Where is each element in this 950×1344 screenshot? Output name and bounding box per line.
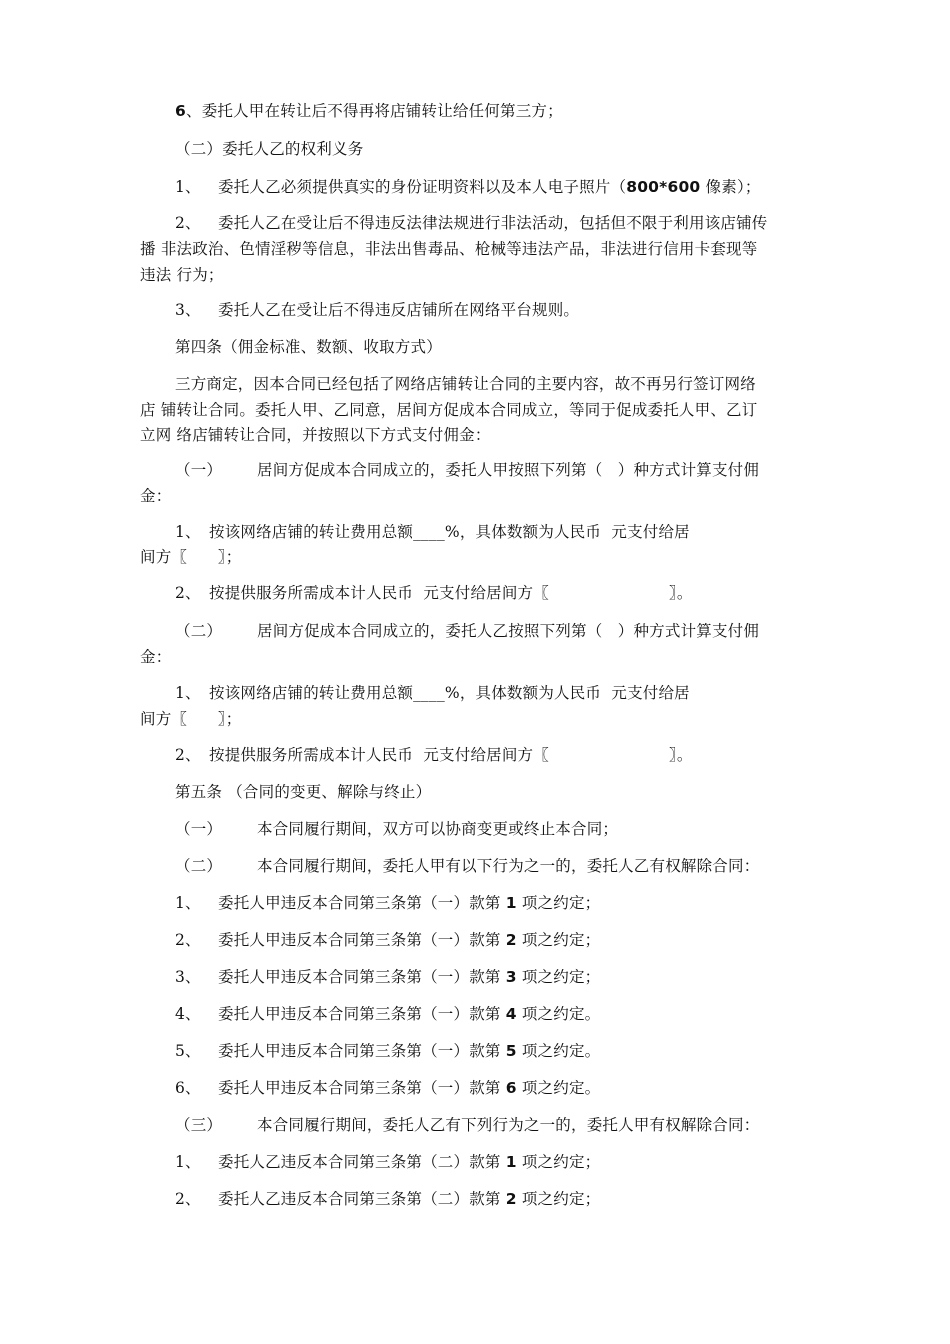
clause-a6 bbox=[175, 101, 563, 121]
clause-number: 3 bbox=[505, 968, 517, 986]
item-number: 2、 bbox=[175, 746, 201, 764]
option-1-line1 bbox=[175, 522, 690, 542]
clause-b2-line1 bbox=[175, 213, 768, 233]
clause-text-end: 项之约定； bbox=[516, 1190, 601, 1208]
clause-text-end: 项之约定； bbox=[516, 1153, 601, 1171]
item-number: 1、 bbox=[175, 178, 201, 196]
item-number: 1、 bbox=[175, 684, 201, 702]
clause-b2-line2: 播 非法政治、色情淫秽等信息，非法出售毒品、枪械等违法产品，非法进行信用卡套现等 bbox=[140, 240, 758, 258]
clause-b1 bbox=[175, 177, 761, 197]
breach-item-a6 bbox=[175, 1078, 600, 1098]
clause-text: 委托人乙在受让后不得违反法律法规进行非法活动，包括但不限于利用该店铺传 bbox=[218, 214, 768, 232]
article-4-item-1-line2: 金： bbox=[140, 487, 172, 505]
item-number: 2、 bbox=[175, 931, 201, 949]
article-4-para-line2: 店 铺转让合同。委托人甲、乙同意，居间方促成本合同成立，等同于促成委托人甲、乙订 bbox=[140, 401, 758, 419]
option-3-line1 bbox=[175, 683, 690, 703]
clause-text: 按该网络店铺的转让费用总额____%，具体数额为人民币 元支付给居 bbox=[209, 523, 690, 541]
clause-text: 本合同履行期间，委托人乙有下列行为之一的，委托人甲有权解除合同： bbox=[257, 1116, 760, 1134]
clause-text-end: 项之约定。 bbox=[516, 1079, 601, 1097]
article-5-heading: 第五条 （合同的变更、解除与终止） bbox=[175, 783, 432, 801]
article-4-item-1-line1 bbox=[175, 460, 759, 480]
clause-text: 按该网络店铺的转让费用总额____%，具体数额为人民币 元支付给居 bbox=[209, 684, 690, 702]
clause-text: 委托人乙违反本合同第三条第（二）款第 bbox=[218, 1153, 506, 1171]
clause-number: 1 bbox=[505, 894, 517, 912]
article-4-item-2-line1 bbox=[175, 621, 759, 641]
clause-text: 按提供服务所需成本计人民币 元支付给居间方〖 bbox=[209, 746, 549, 764]
item-number: 6、 bbox=[175, 1079, 201, 1097]
clause-text: 委托人甲违反本合同第三条第（一）款第 bbox=[218, 1005, 506, 1023]
article-5-item-1 bbox=[175, 819, 618, 839]
clause-number: 4 bbox=[505, 1005, 517, 1023]
clause-text: 委托人甲违反本合同第三条第（一）款第 bbox=[218, 1079, 506, 1097]
item-number: 2、 bbox=[175, 1190, 201, 1208]
option-1-line2: 间方〖 〗； bbox=[140, 548, 242, 566]
clause-b3 bbox=[175, 300, 579, 320]
option-3-line2: 间方〖 〗； bbox=[140, 710, 242, 728]
clause-number: 2 bbox=[505, 931, 517, 949]
clause-text: 委托人乙在受让后不得违反店铺所在网络平台规则。 bbox=[218, 301, 580, 319]
option-4 bbox=[175, 745, 693, 765]
clause-text-end: 项之约定。 bbox=[516, 1042, 601, 1060]
clause-text-end: 项之约定； bbox=[516, 894, 601, 912]
breach-item-a3 bbox=[175, 967, 600, 987]
clause-text-end: 像素）； bbox=[700, 178, 761, 196]
clause-number: 1 bbox=[505, 1153, 517, 1171]
item-number: （一） bbox=[175, 461, 223, 479]
clause-b2-line3: 违法 行为； bbox=[140, 266, 224, 284]
clause-text-end: 项之约定； bbox=[516, 968, 601, 986]
item-number: 1、 bbox=[175, 894, 201, 912]
item-number: 4、 bbox=[175, 1005, 201, 1023]
article-4-para-line1: 三方商定，因本合同已经包括了网络店铺转让合同的主要内容，故不再另行签订网络 bbox=[175, 375, 756, 393]
breach-item-b1 bbox=[175, 1152, 600, 1172]
item-number: 3、 bbox=[175, 968, 201, 986]
clause-text: 委托人乙违反本合同第三条第（二）款第 bbox=[218, 1190, 506, 1208]
item-number: 6 bbox=[175, 102, 186, 120]
clause-text: 、委托人甲在转让后不得再将店铺转让给任何第三方； bbox=[186, 102, 563, 120]
clause-text: 居间方促成本合同成立的，委托人甲按照下列第（ ）种方式计算支付佣 bbox=[257, 461, 760, 479]
breach-item-a1 bbox=[175, 893, 600, 913]
option-2 bbox=[175, 583, 693, 603]
breach-item-a5 bbox=[175, 1041, 600, 1061]
item-number: （三） bbox=[175, 1116, 223, 1134]
clause-text: 委托人甲违反本合同第三条第（一）款第 bbox=[218, 1042, 506, 1060]
clause-text: 委托人甲违反本合同第三条第（一）款第 bbox=[218, 968, 506, 986]
item-number: 3、 bbox=[175, 301, 201, 319]
item-number: 2、 bbox=[175, 214, 201, 232]
item-number: 2、 bbox=[175, 584, 201, 602]
clause-text: 委托人甲违反本合同第三条第（一）款第 bbox=[218, 931, 506, 949]
section-heading-2: （二）委托人乙的权利义务 bbox=[175, 140, 364, 158]
clause-text: 本合同履行期间，委托人甲有以下行为之一的，委托人乙有权解除合同： bbox=[257, 857, 760, 875]
clause-number: 5 bbox=[505, 1042, 517, 1060]
item-number: （一） bbox=[175, 820, 223, 838]
clause-text: 按提供服务所需成本计人民币 元支付给居间方〖 bbox=[209, 584, 549, 602]
breach-item-b2 bbox=[175, 1189, 600, 1209]
article-4-item-2-line2: 金： bbox=[140, 648, 172, 666]
clause-text-end: 项之约定。 bbox=[516, 1005, 601, 1023]
article-5-item-3 bbox=[175, 1115, 759, 1135]
article-4-para-line3: 立网 络店铺转让合同，并按照以下方式支付佣金： bbox=[140, 426, 491, 444]
clause-text: 本合同履行期间，双方可以协商变更或终止本合同； bbox=[257, 820, 619, 838]
breach-item-a4 bbox=[175, 1004, 600, 1024]
clause-number: 6 bbox=[505, 1079, 517, 1097]
clause-number: 2 bbox=[505, 1190, 517, 1208]
clause-text: 委托人乙必须提供真实的身份证明资料以及本人电子照片（ bbox=[218, 178, 627, 196]
clause-text-end: 〗。 bbox=[668, 584, 693, 602]
article-5-item-2 bbox=[175, 856, 759, 876]
clause-text-end: 项之约定； bbox=[516, 931, 601, 949]
item-number: （二） bbox=[175, 857, 223, 875]
item-number: 1、 bbox=[175, 1153, 201, 1171]
clause-text-end: 〗。 bbox=[668, 746, 693, 764]
pixel-size: 800*600 bbox=[626, 178, 701, 196]
item-number: 1、 bbox=[175, 523, 201, 541]
item-number: （二） bbox=[175, 622, 223, 640]
breach-item-a2 bbox=[175, 930, 600, 950]
clause-text: 委托人甲违反本合同第三条第（一）款第 bbox=[218, 894, 506, 912]
article-4-heading: 第四条（佣金标准、数额、收取方式） bbox=[175, 338, 442, 356]
item-number: 5、 bbox=[175, 1042, 201, 1060]
clause-text: 居间方促成本合同成立的，委托人乙按照下列第（ ）种方式计算支付佣 bbox=[257, 622, 760, 640]
